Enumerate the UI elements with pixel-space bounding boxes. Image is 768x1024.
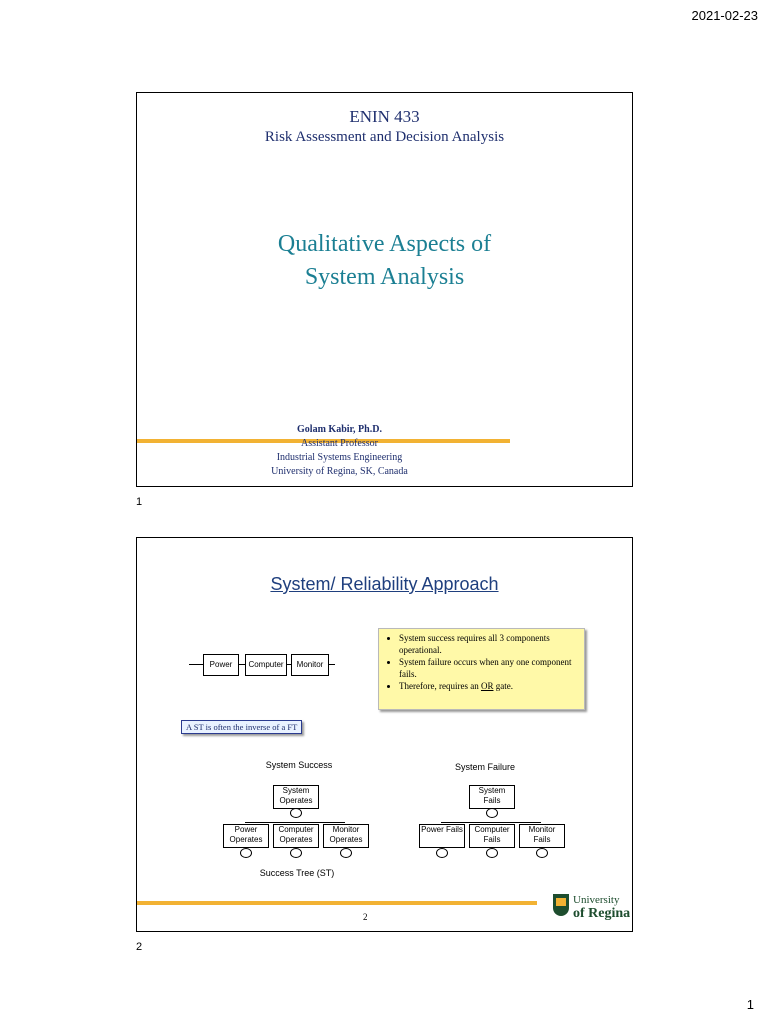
bullet-1: • System success requires all 3 components operational. [399,632,578,656]
author-university: University of Regina, SK, Canada [271,466,408,477]
success-label: System Success [265,760,333,770]
heading-line-2: System Analysis [304,264,465,290]
basic-event-circle [486,848,498,858]
slide-number-1: 1 [136,496,143,508]
node-system-operates: System Operates [273,785,319,809]
author-block [137,423,632,479]
page-number: 1 [746,997,754,1012]
basic-event-circle [536,848,548,858]
node-monitor-fails: Monitor Fails [519,824,565,848]
callout-box [378,628,585,710]
block-power: Power [203,654,239,676]
block-computer: Computer [245,654,287,676]
slide-2 [136,537,633,932]
slide-number-2: 2 [136,941,143,953]
heading-line-1: Qualitative Aspects of [277,231,492,257]
or-gate-word: OR [480,681,494,691]
tree-connector [245,822,345,823]
block-monitor: Monitor [291,654,329,676]
slide-title: System/ Reliability Approach [270,574,499,594]
or-gate-symbol [290,808,302,818]
course-code: ENIN 433 [349,107,420,126]
bullet-3: • Therefore, requires an OR gate. [399,680,578,692]
bullet-2: • System failure occurs when any one component fails. [399,656,578,680]
node-power-operates: Power Operates [223,824,269,848]
course-title: Risk Assessment and Decision Analysis [264,129,505,145]
basic-event-circle [290,848,302,858]
success-tree-caption: Success Tree (ST) [259,868,335,878]
author-role: Assistant Professor [301,438,378,449]
logo-line-2: of Regina [573,906,631,921]
node-power-fails: Power Fails [419,824,465,848]
inverse-note: A ST is often the inverse of a FT [181,720,302,734]
basic-event-circle [340,848,352,858]
node-monitor-operates: Monitor Operates [323,824,369,848]
tree-connector [441,822,541,823]
university-logo [573,894,630,920]
author-name: Golam Kabir, Ph.D. [297,424,382,435]
node-system-fails: System Fails [469,785,515,809]
basic-event-circle [436,848,448,858]
or-gate-symbol [486,808,498,818]
document-date: 2021-02-23 [691,8,758,23]
logo-line-1: University [573,894,620,906]
node-computer-fails: Computer Fails [469,824,515,848]
university-crest-icon [553,894,569,916]
basic-event-circle [240,848,252,858]
author-department: Industrial Systems Engineering [276,452,403,463]
failure-label: System Failure [454,762,516,772]
node-computer-operates: Computer Operates [273,824,319,848]
slide-1 [136,92,633,487]
inner-page-number: 2 [363,912,368,922]
accent-bar [137,901,537,905]
slide-heading [137,228,632,294]
